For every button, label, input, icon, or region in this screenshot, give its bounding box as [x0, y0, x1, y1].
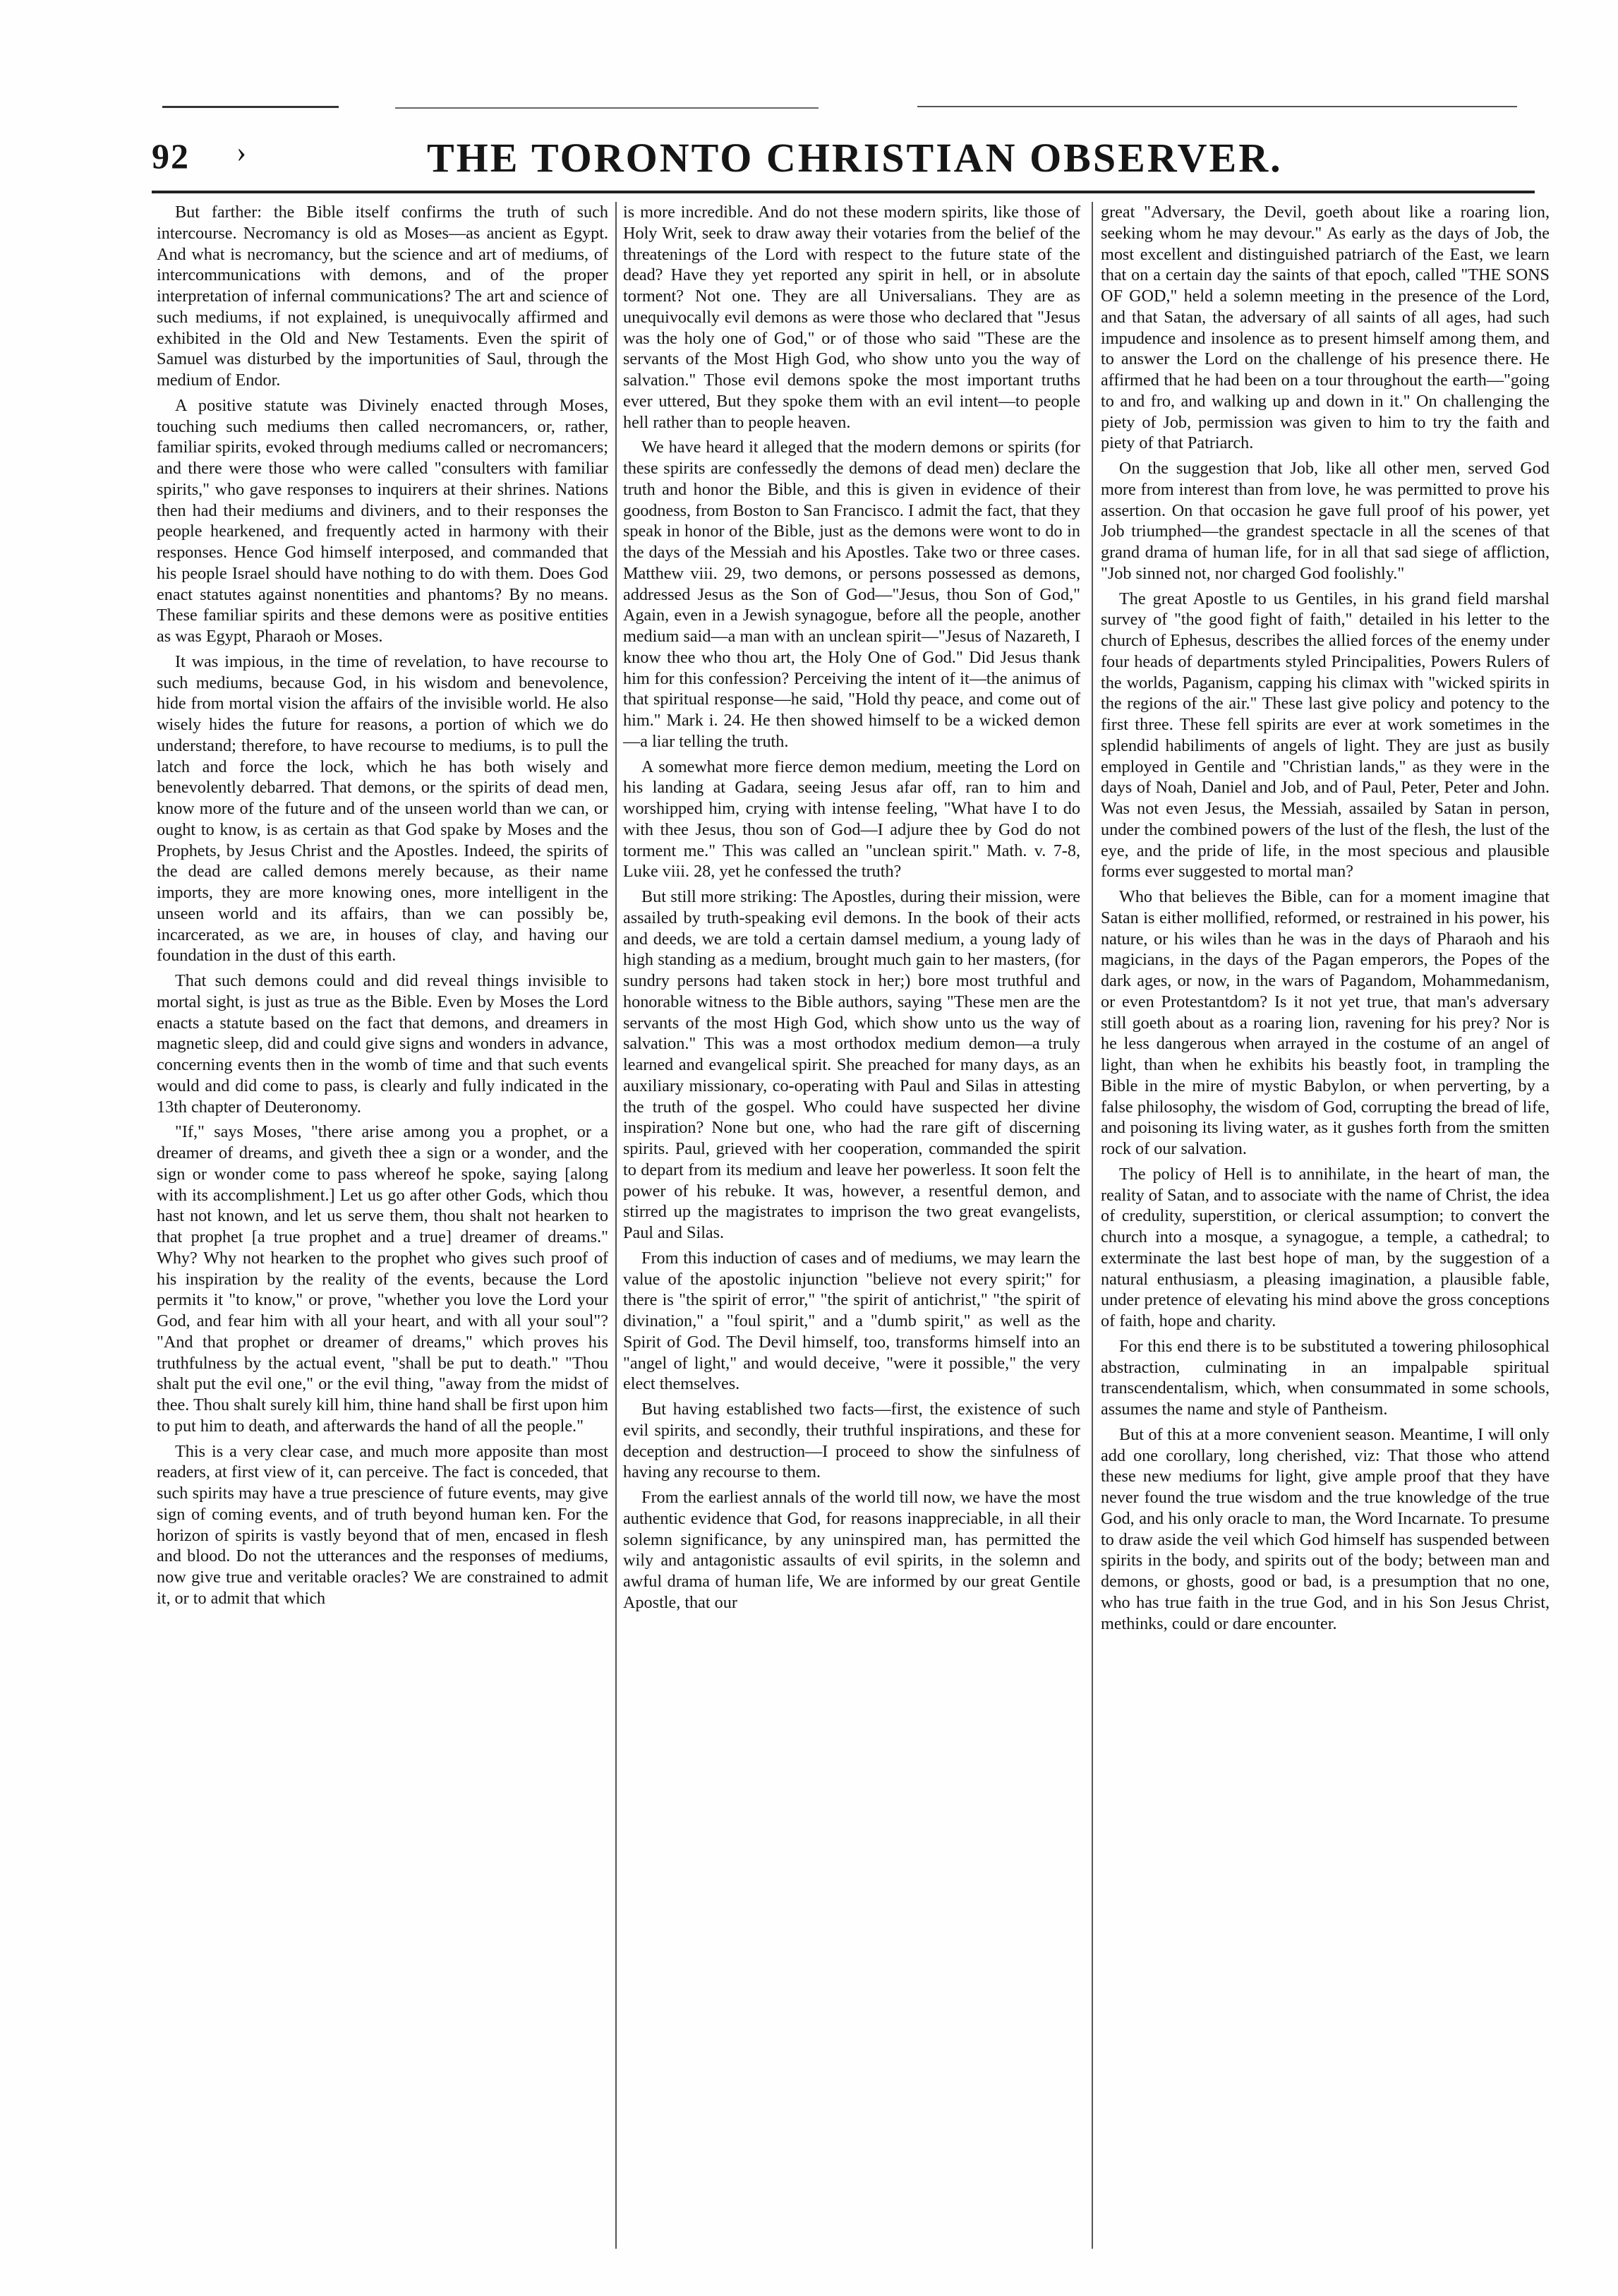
publication-title: THE TORONTO CHRISTIAN OBSERVER.	[427, 135, 1283, 181]
paragraph: For this end there is to be substituted a towering philosophical abstraction, culminating in an impalpable spiritual transcendentalism, which, when consummated in some schools, assumes the name and style of Pantheism.	[1101, 1336, 1550, 1419]
column-2	[623, 202, 1080, 1618]
paragraph: It was impious, in the time of revelation, to have recourse to such mediums, because God, in his wisdom and benevolence, hide from mortal vision the affairs of the invisible world. He also wisely hides the future for reasons, a portion of which we do understand; therefore, to have recourse to mediums, is to pull the latch and force the lock, which he has both wisely and benevolently debarred. That demons, or the spirits of dead men, know more of the future and of the unseen world than we can, or ought to know, is as certain as that God spake by Moses and the Prophets, by Jesus Christ and the Apostles. Indeed, the spirits of the dead are called demons merely because, as their name imports, they are more knowing ones, more intelligent in the unseen world and its affairs, than we can possibly be, incarcerated, as we are, in houses of clay, and having our foundation in the dust of this earth.	[157, 651, 608, 966]
paragraph: The great Apostle to us Gentiles, in his grand field marshal survey of "the good fight of faith," detailed in his letter to the church of Ephesus, describes the allied forces of the enemy under four heads of departments styled Principalities, Powers Rulers of the worlds, Paganism, capping his climax with "wicked spirits in the regions of the air." These last give policy and potency to the first three. These fell spirits are ever at work sometimes in the splendid habiliments of angels of light. They are just as busily employed in Gentile and "Christian lands," as they were in the days of Noah, Daniel and Job, and of Paul, Peter, Peter and John. Was not even Jesus, the Messiah, assailed by Satan in person, under the combined powers of the lust of the flesh, the lust of the eye, and the pride of life, in the most specious and plausible forms ever suggested to mortal man?	[1101, 589, 1550, 882]
paragraph: This is a very clear case, and much more apposite than most readers, at first view of it, can perceive. The fact is conceded, that such spirits may have a true prescience of future events, may give sign of coming events, and of truth beyond human ken. For the horizon of spirits is vastly beyond that of men, encased in flesh and blood. Do not the utterances and the responses of mediums, now give true and veritable oracles? We are constrained to admit it, or to admit that which	[157, 1441, 608, 1608]
paragraph: But farther: the Bible itself confirms the truth of such intercourse. Necromancy is old as Moses—as ancient as Egypt. And what is necromancy, but the science and art of mediums, of intercommunications with demons, and of the proper interpretation of infernal communications? The art and science of such mediums, if not explained, is unequivocally affirmed and exhibited in the Old and New Testaments. Even the spirit of Samuel was disturbed by the importunities of Saul, through the medium of Endor.	[157, 203, 608, 390]
print-artifact	[917, 106, 1517, 107]
paragraph: But having established two facts—first, the existence of such evil spirits, and secondly, their truthful inspirations, and these for deception and destruction—I proceed to show the sinfulness of having any recourse to them.	[623, 1400, 1080, 1482]
paragraph: From the earliest annals of the world till now, we have the most authentic evidence that God, for reasons inappreciable, in all their solemn significance, by any uninspired man, has permitted the wily and antagonistic assaults of evil spirits, in the solemn and awful drama of human life, We are informed by our great Gentile Apostle, that our	[623, 1488, 1080, 1612]
print-artifact	[162, 106, 339, 108]
column-divider	[1092, 202, 1093, 2249]
paragraph: is more incredible. And do not these modern spirits, like those of Holy Writ, seek to draw away their votaries from the belief of the threatenings of the Lord with respect to the future state of the dead? Have they yet reported any spirit in hell, or in absolute torment? Not one. They are all Universalians. They are as unequivocally evil demons as were those who declared that "Jesus was the holy one of God," or of those who said "These are the servants of the Most High God, who show unto you the way of salvation." Those evil demons spoke the most important truths ever uttered, But they spoke them with an evil intent—to people hell rather than to people heaven.	[623, 203, 1080, 432]
caret-glyph: ›	[236, 136, 246, 169]
page-header	[152, 134, 1528, 191]
paragraph: That such demons could and did reveal things invisible to mortal sight, is just as true as the Bible. Even by Moses the Lord enacts a statute based on the fact that demons, and dreamers in magnetic sleep, did and could give signs and wonders in advance, concerning events then in the womb of time and that such events would and did come to pass, is clearly and fully indicated in the 13th chapter of Deuteronomy.	[157, 971, 608, 1117]
paragraph: "If," says Moses, "there arise among you a prophet, or a dreamer of dreams, and giveth thee a sign or a wonder, and the sign or wonder come to pass whereof he spoke, saying [along with its accomplishment.] Let us go after other Gods, which thou hast not known, and let us serve them, thou shalt not hearken to that prophet [a true prophet and a true] dreamer of dreams." Why? Why not hearken to the prophet who gives such proof of his inspiration by the reality of the events, because the Lord permits it "to know," or prove, "whether you love the Lord your God, and fear him with all your heart, and with all your soul"? "And that prophet or dreamer of dreams," which proves his truthfulness by the actual event, "shall be put to death." "Thou shalt put the evil one," or the evil thing, "away from the midst of thee. Thou shalt surely kill him, thine hand shall be first upon him to put him to death, and afterwards the hand of all the people."	[157, 1122, 608, 1436]
paragraph: But of this at a more convenient season. Meantime, I will only add one corollary, long cherished, viz: That those who attend these new mediums for light, give ample proof that they have never found the true wisdom and the true knowledge of the true God, and his only oracle to man, the Word Incarnate. To presume to draw aside the veil which God himself has suspended between spirits in the body, and spirits out of the body; between man and demons, or ghosts, good or bad, is a presumption that no one, who has true faith in the true God, and in his Son Jesus Christ, methinks, could or dare encounter.	[1101, 1424, 1550, 1633]
paragraph: On the suggestion that Job, like all other men, served God more from interest than from love, he was permitted to prove his assertion. On that occasion he gave full proof of his power, yet Job triumphed—the grandest spectacle in all the scenes of that grand drama of human life, for in all that sad siege of affliction, "Job sinned not, nor charged God foolishly."	[1101, 459, 1550, 583]
paragraph: But still more striking: The Apostles, during their mission, were assailed by truth-speaking evil demons. In the book of their acts and deeds, we are told a certain damsel medium, a young lady of high standing as a medium, brought much gain to her masters, (for sundry persons had taken stock in her;) bore most truthful and honorable witness to the Bible authors, saying "These men are the servants of the most High God, which show unto us the way of salvation." This was a most orthodox medium demon—a truly learned and evangelical spirit. She preached for many days, as an auxiliary missionary, co-operating with Paul and Silas in attesting the truth of the gospel. Who could have suspected her divine inspiration? None but one, who had the rare gift of discerning spirits. Paul, grieved with her cooperation, commanded the spirit to depart from its medium and leave her powerless. It soon felt the power of his rebuke. It was, however, a resentful demon, and stirred up the magistrates to imprison the two great evangelists, Paul and Silas.	[623, 887, 1080, 1242]
paragraph: A somewhat more fierce demon medium, meeting the Lord on his landing at Gadara, seeing Jesus afar off, ran to him and worshipped him, crying with intense feeling, "What have I to do with thee Jesus, thou son of God—I adjure thee by God do not torment me." This was called an "unclean spirit." Math. v. 7-8, Luke viii. 28, yet he confessed the truth?	[623, 757, 1080, 882]
print-artifact	[395, 107, 819, 109]
header-rule	[152, 191, 1535, 193]
paragraph: Who that believes the Bible, can for a moment imagine that Satan is either mollified, reformed, or restrained in his power, his nature, or his wiles than he was in the days of Pharaoh and his magicians, in the days of the Pagan emperors, the Popes of the dark ages, or now, in the wars of Pagandom, Mohammedanism, or even Protestantdom? Is it not yet true, that man's adversary still goeth about as a roaring lion, ravening for his prey? Nor is he less dangerous when arrayed in the costume of an angel of light, than when he exhibits his beastly foot, in trampling the Bible in the mire of mystic Babylon, or when perverting, by a false philosophy, the wisdom of God, corrupting the bread of life, and poisoning its living water, as it gushes forth from the smitten rock of our salvation.	[1101, 887, 1550, 1158]
paragraph: A positive statute was Divinely enacted through Moses, touching such mediums then called necromancers, or, rather, familiar spirits, evoked through mediums called or necromancers; and there were those who were called "consulters with familiar spirits," who gave responses to inquirers at their shrines. Nations then had their mediums and diviners, and to their responses the people hearkened, and frequently acted in harmony with their responses. Hence God himself interposed, and commanded that his people Israel should have nothing to do with them. Does God enact statutes against nonentities and phantoms? By no means. These familiar spirits and these demons were as positive entities as was Egypt, Pharaoh or Moses.	[157, 395, 608, 646]
paragraph: great "Adversary, the Devil, goeth about like a roaring lion, seeking whom he may devour." As early as the days of Job, the most excellent and distinguished patriarch of the East, we learn that on a certain day the saints of that epoch, called "THE SONS OF GOD," held a solemn meeting in the presence of the Lord, and that Satan, the adversary of all saints of all ages, had such impudence and insolence as to present himself among them, and to answer the Lord on the challenge of his presence there. He affirmed that he had been on a tour throughout the earth—"going to and fro, and walking up and down in it." On challenging the piety of Job, permission was given to him to try the faith and piety of that Patriarch.	[1101, 203, 1550, 453]
column-1	[157, 202, 608, 1613]
paragraph: From this induction of cases and of mediums, we may learn the value of the apostolic injunction "believe not every spirit;" for there is "the spirit of error," "the spirit of antichrist," "the spirit of divination," a "foul spirit," and a "dumb spirit," as well as the Spirit of God. The Devil himself, too, transforms himself into an "angel of light," and would deceive, "were it possible," the very elect themselves.	[623, 1248, 1080, 1394]
column-3	[1101, 202, 1550, 1638]
page-number: 92	[152, 136, 190, 176]
paragraph: The policy of Hell is to annihilate, in the heart of man, the reality of Satan, and to associate with the name of Christ, the idea of credulity, superstition, or clerical assumption; to convert the church into a mosque, a synagogue, a temple, a cathedral; to exterminate the last best hope of man, by the suggestion of a natural enthusiasm, a pleasing imagination, a plausible fable, under pretence of elevating his mind above the gross conceptions of faith, hope and charity.	[1101, 1164, 1550, 1330]
paragraph: We have heard it alleged that the modern demons or spirits (for these spirits are confessedly the demons of dead men) declare the truth and honor the Bible, and this is given in evidence of their goodness, from Boston to San Francisco. I admit the fact, that they speak in honor of the Bible, just as the demons were wont to do in the days of the Messiah and his Apostles. Take two or three cases. Matthew viii. 29, two demons, or persons possessed as demons, addressed Jesus as the Son of God—"Jesus, thou Son of God," Again, even in a Jewish synagogue, before all the people, another medium said—a man with an unclean spirit—"Jesus of Nazareth, I know thee who thou art, the Holy One of God." Did Jesus thank him for this confession? Perceiving the intent of it—the animus of that spiritual response—he said, "Hold thy peace, and come out of him." Mark i. 24. He then showed himself to be a wicked demon—a liar telling the truth.	[623, 438, 1080, 751]
column-divider	[615, 202, 617, 2249]
